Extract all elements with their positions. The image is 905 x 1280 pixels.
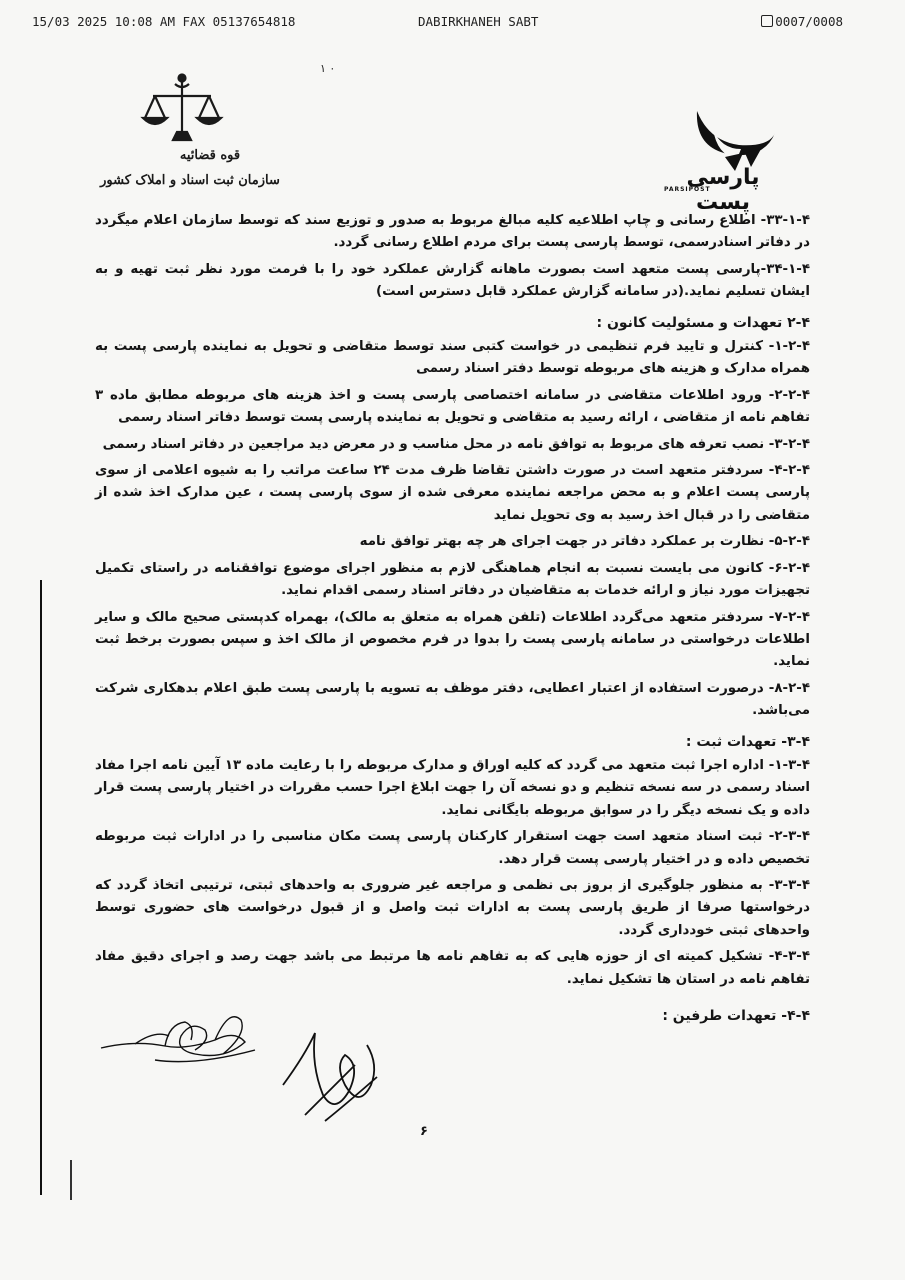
top-marks: ۱ ۰	[320, 62, 336, 75]
judiciary-name: قوه قضائیه	[179, 148, 241, 163]
clause-4-3-4: ۴-۳-۴- تشکیل کمیته ای از حوزه هایی که به تفاهم نامه ها مرتبط می باشد جهت رصد و اجرای دقیق مفاد تفاهم نامه در استان ها تشکیل نماید.	[95, 949, 810, 987]
parsi-post-wordmark: پارسی پست	[686, 165, 760, 215]
page-number: ۶	[420, 1124, 428, 1139]
fax-header	[0, 14, 905, 36]
clause-4-1-34: ۳۴-۱-۴-پارسی پست متعهد است بصورت ماهانه گزارش عملکرد خود را با فرمت مورد نظر ثبت تهیه و به ایشان تسلیم نماید.(در سامانه گزارش عملکرد قابل دسترس است)	[95, 261, 810, 300]
clause-4-3-2: ۲-۳-۴- ثبت اسناد متعهد است جهت استقرار کارکنان پارسی پست مکان مناسبی را در ادارات ثبت مربوطه تخصیص داده و در اختیار پارسی پست قرار دهد.	[95, 829, 810, 867]
scales-of-justice-icon	[135, 70, 230, 152]
signature-right	[275, 1025, 385, 1125]
fax-office-name: DABIRKHANEH SABT	[418, 14, 539, 29]
clause-4-2-7: ۷-۲-۴- سردفتر متعهد می‌گردد اطلاعات (تلفن همراه به متعلق به مالک)، بهمراه کدپستی صحیح مالک و سایر اطلاعات درخواستی در سامانه پارسی پست را بدوا در فرم مخصوص از مالک اخذ و سپس بصورت برخط ثبت نماید.	[95, 609, 810, 670]
scan-edge-line	[40, 580, 42, 1195]
clause-4-2-2: ۲-۲-۴- ورود اطلاعات متقاضی در سامانه اختصاصی پارسی پست و اخذ هزینه های مربوطه مطابق ماده ۳ تفاهم نامه از متقاضی ، ارائه رسید به متقاضی و تحویل به نماینده پارسی پست توسط دفاتر اسناد رسمی	[95, 387, 810, 426]
clause-4-3-1: ۱-۳-۴- اداره اجرا ثبت متعهد می گردد که کلیه اوراق و مدارک مربوطه را با رعایت ماده ۱۳ آیین نامه اجرا مفاد اسناد رسمی در سه نسخه تنظیم و دو نسخه آن را جهت ابلاغ اجرا حسب مقررات در اختیار پارسی پست قرار داده و یک نسخه دیگر را در سوابق مربوطه بایگانی نماید.	[95, 757, 810, 818]
fax-page-count	[761, 14, 843, 29]
scan-edge-line-short	[70, 1160, 72, 1200]
clause-4-2-8: ۸-۲-۴- درصورت استفاده از اعتبار اعطایی، دفتر موظف به تسویه با پارسی پست طبق اعلام بدهکاری شرکت می‌باشد.	[95, 680, 810, 719]
clause-4-2-6: ۶-۲-۴- کانون می بایست نسبت به انجام هماهنگی لازم به منظور اجرای موضوع توافقنامه در راستای تکمیل تجهیزات مورد نیاز و ارائه خدمات به متقاضیان در دفاتر اسناد رسمی اقدام نماید.	[95, 560, 810, 599]
clause-4-2-1: ۱-۲-۴- کنترل و تایید فرم تنظیمی در خواست کتبی سند توسط متقاضی و تحویل به نماینده پارسی پست به همراه مدارک و هزینه های مربوطه توسط دفتر اسناد رسمی	[95, 339, 810, 377]
clause-4-3-3: ۳-۳-۴- به منظور جلوگیری از بروز بی نظمی و مراجعه غیر ضروری به واحدهای ثبتی، ترتیبی اتخاذ گردد که درخواستها صرفا از طریق پارسی پست به ادارات ثبت واصل و از قبول درخواست های حضوری توسط واحدهای ثبتی خودداری گردد.	[95, 877, 810, 938]
clause-4-2-5: ۵-۲-۴- نظارت بر عملکرد دفاتر در جهت اجرای هر چه بهتر توافق نامه	[359, 534, 810, 550]
clause-4-2-4: ۴-۲-۴- سردفتر متعهد است در صورت داشتن تقاضا ظرف مدت ۲۴ ساعت مراتب را به شیوه اعلامی از سوی پارسی پست اعلام و به محض مراجعه نماینده معرفی شده از سوی پارسی پست ، عین مدارک اخذ شده از متقاضی را در قبال اخذ رسید به وی تحویل نماید	[95, 463, 810, 523]
section-heading-4-2: ۲-۴ تعهدات و مسئولیت کانون :	[596, 314, 810, 331]
section-heading-4-4: ۴-۴- تعهدات طرفین :	[662, 1008, 810, 1024]
section-heading-4-3: ۳-۴- تعهدات ثبت :	[685, 733, 810, 750]
agency-header	[85, 148, 295, 188]
registration-org-name: سازمان ثبت اسناد و املاک کشور	[100, 173, 280, 188]
fax-sender-line: 15/03 2025 10:08 AM FAX 05137654818	[32, 14, 296, 29]
signature-left	[95, 1000, 265, 1080]
fax-page-text: 0007/0008	[775, 14, 843, 29]
parsi-post-latin: PARSIPOST	[664, 186, 711, 193]
document-body	[95, 210, 810, 1029]
clause-4-2-3: ۳-۲-۴- نصب تعرفه های مربوط به توافق نامه در محل مناسب و در معرض دید مراجعین در دفاتر اسناد رسمی	[102, 436, 810, 452]
clause-4-1-33: ۳۳-۱-۴- اطلاع رسانی و چاپ اطلاعیه کلیه مبالغ مربوط به صدور و توزیع سند که توسط سازمان اعلام میگردد در دفاتر اسنادرسمی، توسط پارسی پست برای مردم اطلاع رسانی گردد.	[95, 213, 810, 251]
checkbox-icon	[761, 15, 773, 27]
